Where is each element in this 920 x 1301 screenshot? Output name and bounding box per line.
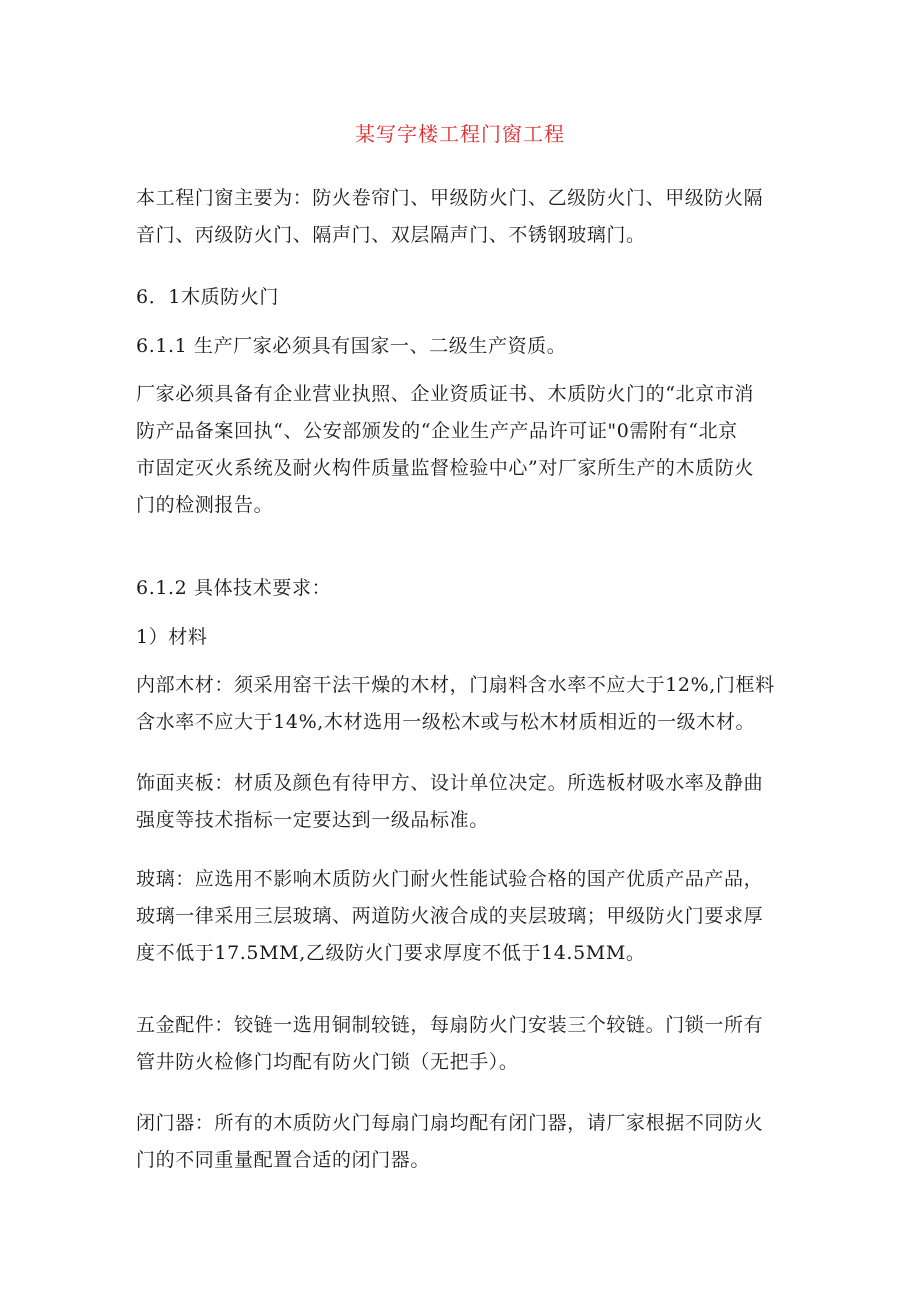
list-heading-materials (136, 619, 796, 656)
text-line: 音门、丙级防火门、隔声门、双层隔声门、不锈钢玻璃门。 (136, 224, 646, 246)
paragraph-door-closer (136, 1105, 796, 1179)
text-line: 管井防火检修门均配有防火门锁（无把手）。 (136, 1051, 519, 1073)
text-line: 内部木材：须采用窑干法干燥的木材，门扇料含水率不应大于12%,门框料 (136, 674, 775, 696)
text-line: 本工程门窗主要为：防火卷帘门、甲级防火门、乙级防火门、甲级防火隔 (136, 187, 764, 209)
paragraph-glass (136, 861, 796, 972)
text-line: 度不低于17.5MM,乙级防火门要求厚度不低于14.5MM。 (136, 942, 646, 964)
text-line: 6.1.2 具体技术要求： (136, 577, 332, 599)
text-line: 玻璃一律采用三层玻璃、两道防火液合成的夹层玻璃；甲级防火门要求厚 (136, 905, 764, 927)
section-heading-6-1-2 (136, 570, 796, 607)
text-line: 防产品备案回执“、公安部颁发的“企业生产产品许可证"0需附有“北京 (136, 420, 738, 442)
text-line: 6．1木质防火门 (136, 286, 279, 308)
text-line: 闭门器：所有的木质防火门每扇门扇均配有闭门器，请厂家根据不同防火 (136, 1112, 764, 1134)
section-heading-6-1 (136, 279, 796, 316)
paragraph-veneer (136, 765, 796, 839)
text-line: 饰面夹板：材质及颜色有待甲方、设计单位决定。所选板材吸水率及静曲 (136, 772, 764, 794)
text-line: 玻璃：应选用不影响木质防火门耐火性能试验合格的国产优质产品产品， (136, 868, 764, 890)
text-line: 门的不同重量配置合适的闭门器。 (136, 1149, 431, 1171)
paragraph-hardware (136, 1007, 796, 1081)
document-title: 某写字楼工程门窗工程 (355, 122, 565, 146)
paragraph-door-types (136, 180, 796, 254)
text-line: 含水率不应大于14%,木材选用一级松木或与松木材质相近的一级木材。 (136, 711, 756, 733)
paragraph-qualification (136, 376, 796, 524)
paragraph-internal-wood (136, 667, 796, 741)
text-line: 门的检测报告。 (136, 494, 274, 516)
text-line: 6.1.1 生产厂家必须具有国家一、二级生产资质。 (136, 335, 567, 357)
text-line: 1）材料 (136, 626, 208, 648)
section-heading-6-1-1 (136, 328, 796, 365)
text-line: 强度等技术指标一定要达到一级品标准。 (136, 809, 489, 831)
text-line: 五金配件：铰链一选用铜制较链，每扇防火门安装三个较链。门锁一所有 (136, 1014, 764, 1036)
text-line: 厂家必须具备有企业营业执照、企业资质证书、木质防火门的“北京市消 (136, 383, 754, 405)
text-line: 市固定灭火系统及耐火构件质量监督检验中心”对厂家所生产的木质防火 (136, 457, 754, 479)
